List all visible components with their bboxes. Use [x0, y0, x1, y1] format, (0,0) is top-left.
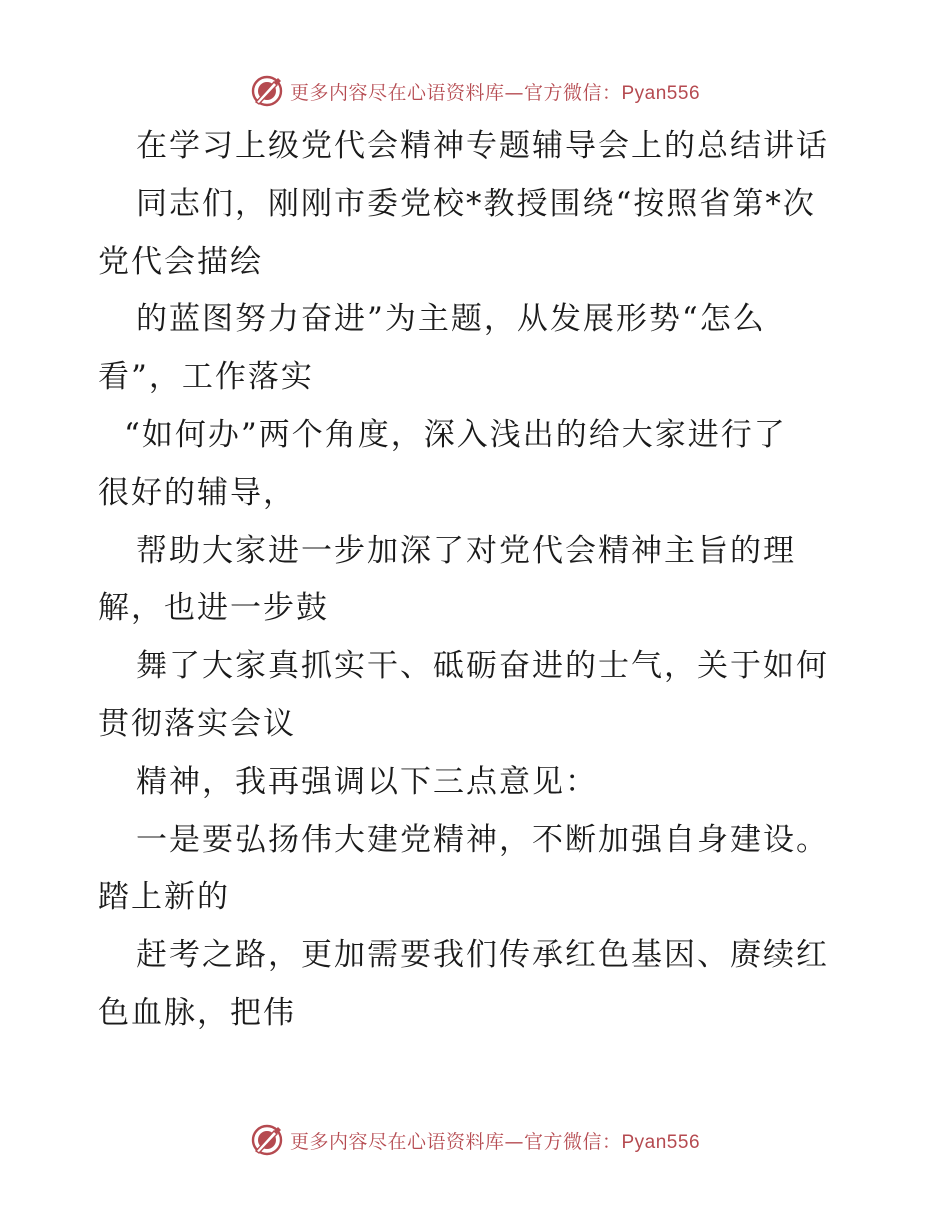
paragraph-line: 的蓝图努力奋进”为主题，从发展形势“怎么	[136, 301, 766, 338]
paragraph-line: 一是要弘扬伟大建党精神，不断加强自身建设。	[136, 821, 829, 858]
header-banner-wechat-handle: Pyan556	[621, 82, 701, 104]
paragraph-line: 踏上新的	[98, 879, 230, 916]
footer-banner-title: 更多内容尽在心语资料库	[289, 1130, 505, 1153]
paragraph-line: “如何办”两个角度，深入浅出的给大家进行了	[124, 416, 787, 453]
pen-seal-logo-icon	[250, 1123, 284, 1157]
paragraph-line: 舞了大家真抓实干、砥砺奋进的士气，关于如何	[136, 648, 829, 685]
paragraph-line: 精神，我再强调以下三点意见：	[136, 763, 598, 800]
paragraph-line: 解，也进一步鼓	[98, 590, 329, 627]
header-banner	[0, 71, 950, 111]
paragraph-line: 党代会描绘	[98, 243, 263, 280]
header-banner-text	[290, 78, 700, 105]
footer-banner-wechat-label: 官方微信：	[523, 1130, 622, 1153]
document-title: 在学习上级党代会精神专题辅导会上的总结讲话	[136, 128, 829, 164]
header-banner-wechat-label: 官方微信：	[523, 81, 622, 104]
paragraph-line: 赶考之路，更加需要我们传承红色基因、赓续红	[136, 937, 829, 974]
document-body	[98, 118, 858, 1043]
paragraph-line: 看”，工作落实	[98, 359, 314, 396]
footer-banner-text	[290, 1127, 700, 1154]
paragraph-line: 贯彻落实会议	[98, 705, 296, 742]
paragraph-line: 帮助大家进一步加深了对党代会精神主旨的理	[136, 532, 796, 569]
header-banner-dash: —	[504, 81, 524, 104]
paragraph-line: 同志们，刚刚市委党校*教授围绕“按照省第*次	[136, 185, 816, 222]
footer-banner	[0, 1120, 950, 1160]
header-banner-title: 更多内容尽在心语资料库	[289, 81, 505, 104]
pen-seal-logo-icon	[250, 74, 284, 108]
paragraph-line: 很好的辅导，	[98, 474, 296, 511]
footer-banner-wechat-handle: Pyan556	[621, 1131, 701, 1153]
footer-banner-dash: —	[504, 1130, 524, 1153]
paragraph-line: 色血脉，把伟	[98, 994, 296, 1031]
